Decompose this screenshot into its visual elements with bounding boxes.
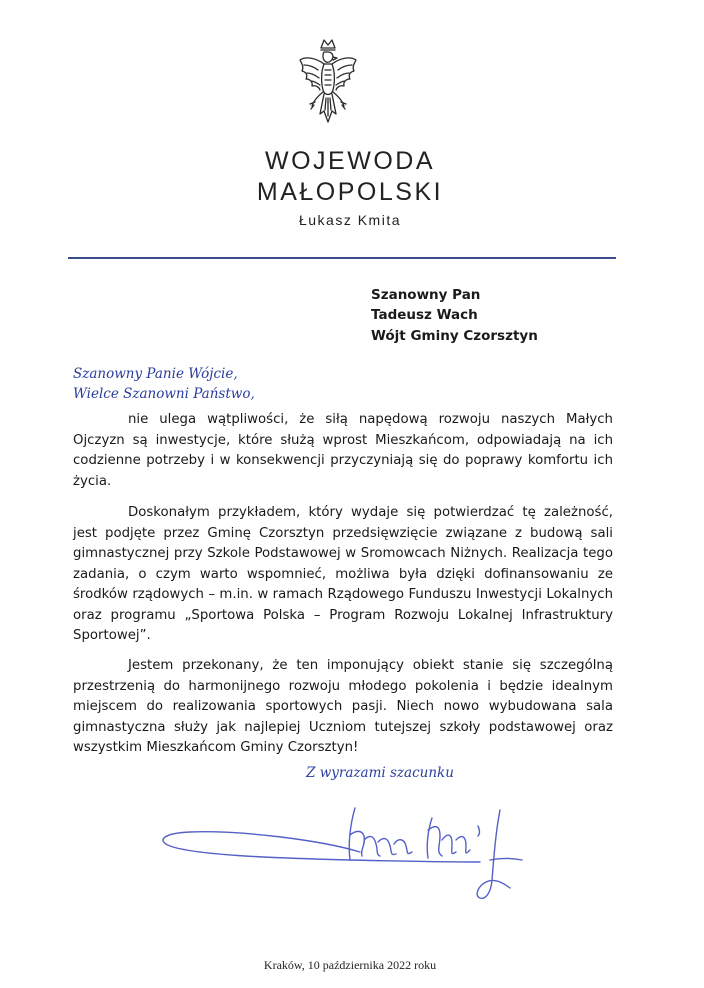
recipient-title: Wójt Gminy Czorsztyn bbox=[371, 328, 538, 344]
body-paragraph-3: Jestem przekonany, że ten imponujący obiekt stanie się szczególną przestrzenią do harmonijnego rozwoju młodego pokolenia i będzie idealnym miejscem do realizowania sportowych pasji. Niech nowo wybudowana sala gimnastyczna służy jak najlepiej Uczniom tutejszej szkoły podstawowej oraz wszystkim Mieszkańcom Gminy Czorsztyn! bbox=[73, 658, 613, 755]
closing-phrase: Z wyrazami szacunku bbox=[306, 765, 454, 781]
office-title-line1: WOJEWODA bbox=[265, 147, 435, 175]
place-and-date: Kraków, 10 października 2022 roku bbox=[263, 958, 437, 972]
body-paragraph-1: nie ulega wątpliwości, że siłą napędową rozwoju naszych Małych Ojczyzn są inwestycje, które służą wprost Mieszkańcom, odpowiadają na ich codzienne potrzeby i w konsekwencji przyczyniają się do poprawy komfortu ich życia. bbox=[73, 412, 613, 489]
body-paragraph-2: Doskonałym przykładem, który wydaje się potwierdzać tę zależność, jest podjęte przez Gminę Czorsztyn przedsięwzięcie związane z budową sali gimnastycznej przy Szkole Podstawowej w Sromowcach Niżnych. Realizacja tego zadania, o czym warto wspomnieć, możliwa była dzięki dofinansowaniu ze środków rządowych – m.in. w ramach Rządowego Funduszu Inwestycji Lokalnych oraz programu „Sportowa Polska – Program Rozwoju Lokalnej Infrastruktury Sportowej”. bbox=[73, 505, 613, 643]
recipient-line1: Szanowny Pan bbox=[371, 287, 481, 303]
handwritten-signature bbox=[150, 800, 580, 910]
salutation-line1: Szanowny Panie Wójcie, bbox=[73, 366, 238, 382]
letterhead-divider bbox=[68, 257, 616, 259]
salutation-line2: Wielce Szanowni Państwo, bbox=[73, 386, 255, 402]
office-title-line2: MAŁOPOLSKI bbox=[256, 178, 444, 206]
recipient-name: Tadeusz Wach bbox=[371, 307, 478, 323]
official-name: Łukasz Kmita bbox=[298, 212, 402, 228]
polish-eagle-emblem-icon bbox=[296, 38, 360, 130]
